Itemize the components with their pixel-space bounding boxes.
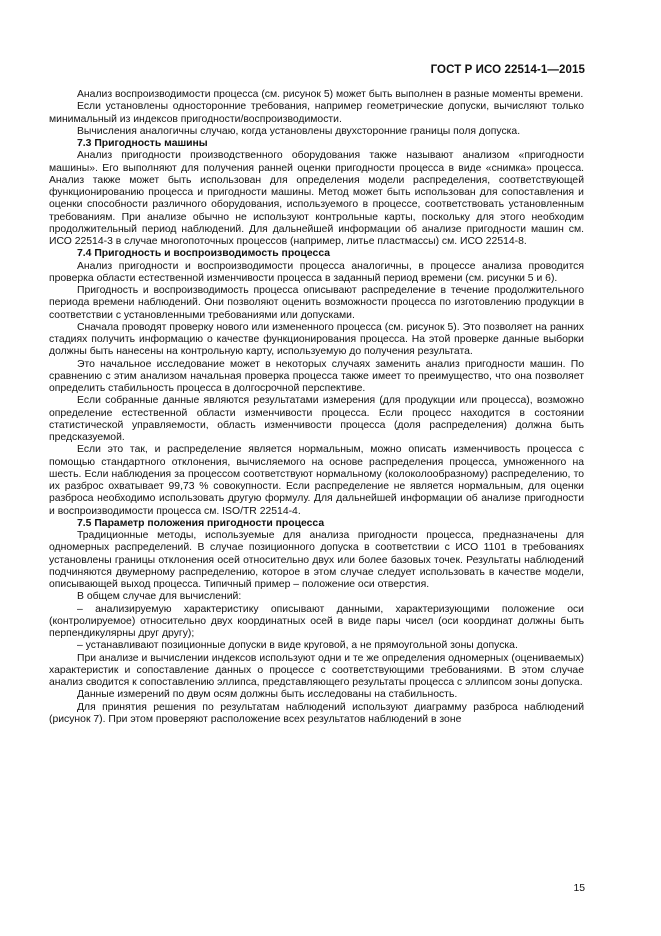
paragraph: Анализ пригодности и воспроизводимости процесса аналогичны, в процессе анализа проводится проверка области естественной изменчивости процесса в заданный период времени (см. рисунки 5 и 6). — [49, 260, 584, 284]
paragraph: Для принятия решения по результатам наблюдений используют диаграмму разброса наблюдений (рисунок 7). При этом проверяют расположение всех результатов наблюдений в зоне — [49, 701, 584, 725]
paragraph: – анализируемую характеристику описывают данными, характеризующими положение оси (контролируемое) относительно двух координатных осей в виде пары чисел (оси координат должны быть перпендикулярны друг другу); — [49, 603, 584, 639]
section-heading: 7.4 Пригодность и воспроизводимость процесса — [77, 248, 331, 260]
paragraph: – устанавливают позиционные допуски в виде круговой, а не прямоугольной зоны допуска. — [77, 640, 518, 652]
paragraph: Данные измерений по двум осям должны быть исследованы на стабильность. — [77, 689, 458, 701]
paragraph: При анализе и вычислении индексов используют одни и те же определения одномерных (оцениваемых) характеристик и сопоставление данных о процессе с соответствующими требованиями. В этом случае анализ сводится к сопоставлению эллипса, представляющего результаты процесса с эллипсом зоны допуска. — [49, 652, 584, 688]
paragraph: Если это так, и распределение является нормальным, можно описать изменчивость процесса с помощью стандартного отклонения, вычисляемого на основе распределения процесса, умноженного на шесть. Если наблюдения за процессом соответствуют нормальному (колоколообразному) распределению, то их разброс охватывает 99,73 % совокупности. Если распределение не является нормальным, для оценки разброса необходимо использовать другую формулу. Для дальнейшей информации об анализе пригодности и воспроизводимости процесса см. ISO/TR 22514-4. — [49, 444, 584, 517]
paragraph: Традиционные методы, используемые для анализа пригодности процесса, предназначены для одномерных распределений. В случае позиционного допуска в соответствии с ИСО 1101 в требованиях установлены границы отклонения осей относительно двух или более базовых точек. Результаты наблюдений подчиняются двумерному распределению, которое в этом случае следует использовать в качестве модели, описывающей выход процесса. Типичный пример – положение оси отверстия. — [49, 530, 584, 590]
paragraph: Пригодность и воспроизводимость процесса описывают распределение в течение продолжительного периода времени наблюдений. Они позволяют оценить возможности процесса по изготовлению продукции в соответствии с установленными требованиями или допусками. — [49, 285, 584, 321]
paragraph: Сначала проводят проверку нового или измененного процесса (см. рисунок 5). Это позволяет на ранних стадиях получить информацию о качестве функционирования процесса. На этой проверке данные выборки должны быть нанесены на контрольную карту, используемую до получения результата. — [49, 321, 584, 358]
paragraph: Это начальное исследование может в некоторых случаях заменить анализ пригодности машин. По сравнению с этим анализом начальная проверка процесса также имеет то преимущество, что она позволяет определить стабильность процесса в долгосрочной перспективе. — [49, 358, 584, 394]
paragraph: Анализ пригодности производственного оборудования также называют анализом «пригодности машины». Его выполняют для получения ранней оценки пригодности процесса в виде «снимка» процесса. Анализ также может быть использован для определения модели распределения, соответствующей функционированию процесса и пригодности машины. Метод может быть использован для сопоставления и оценки способности различного оборудования, используемого в процессе, соответствовать установленным требованиям. При анализе обычно не используют контрольные карты, поскольку для этого необходим продолжительный период наблюдений. Для дальнейшей информации об анализе пригодности машин см. ИСО 22514-3 в случае многопоточных процессов (например, литье пластмассы) см. ИСО 22514-8. — [49, 150, 584, 247]
paragraph: Анализ воспроизводимости процесса (см. рисунок 5) может быть выполнен в разные моменты времени. — [77, 89, 584, 100]
paragraph: Если установлены односторонние требования, например геометрические допуски, вычисляют только минимальный из индексов пригодности/воспроизводимости. — [49, 101, 584, 125]
document-body — [49, 89, 584, 726]
document-header: ГОСТ Р ИСО 22514-1—2015 — [430, 64, 585, 76]
section-heading: 7.3 Пригодность машины — [77, 138, 208, 149]
section-heading: 7.5 Параметр положения пригодности процесса — [77, 517, 325, 529]
paragraph: Вычисления аналогичны случаю, когда установлены двухсторонние границы поля допуска. — [77, 125, 521, 137]
paragraph: В общем случае для вычислений: — [77, 591, 242, 603]
paragraph: Если собранные данные являются результатами измерения (для продукции или процесса), возможно определение естественной области изменчивости процесса. Если процесс находится в состоянии статистической управляемости, область изменчивости процесса (доля распределения) должна быть предсказуемой. — [49, 395, 584, 443]
page-number: 15 — [573, 883, 585, 894]
